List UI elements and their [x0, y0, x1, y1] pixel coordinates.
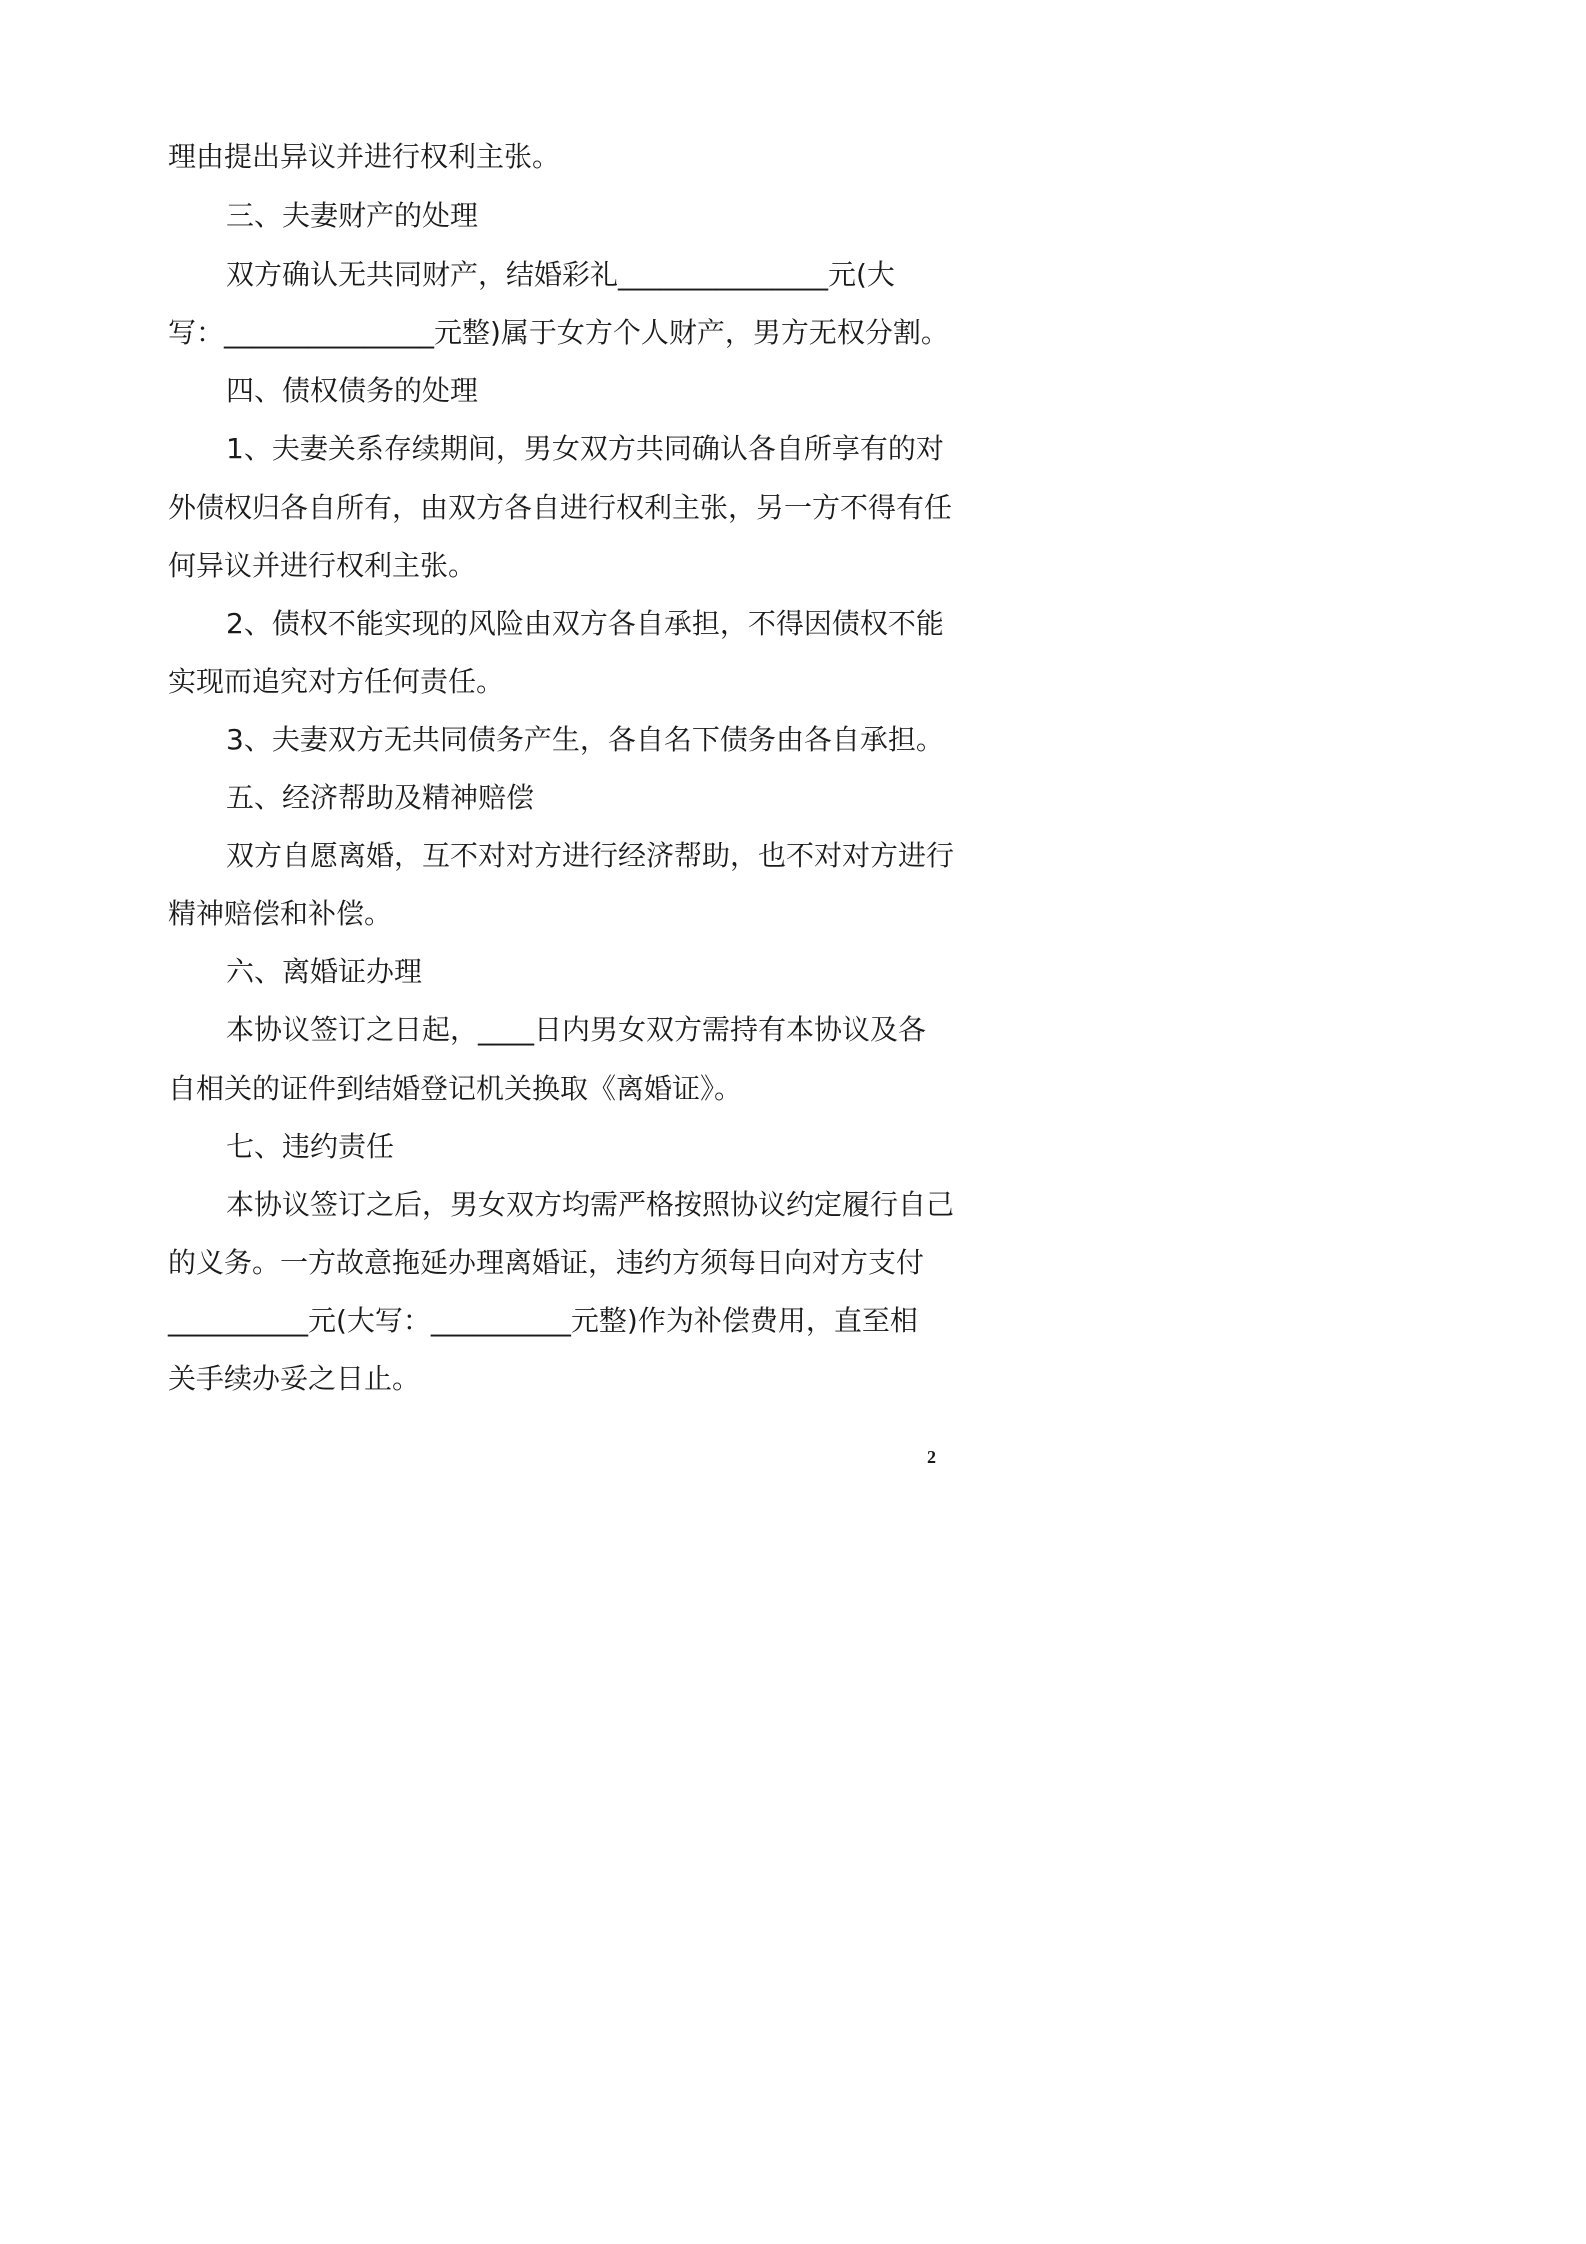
document-page	[0, 0, 1100, 1556]
paragraph-line: 何异议并进行权利主张。	[168, 549, 477, 582]
paragraph-line: 本协议签订之后，男女双方均需严格按照协议约定履行自己	[226, 1188, 955, 1221]
paragraph-line: 外债权归各自所有，由双方各自进行权利主张，另一方不得有任	[168, 491, 953, 524]
paragraph-line: 精神赔偿和补偿。	[168, 897, 393, 930]
paragraph-line: __________元(大写：__________元整)作为补偿费用，直至相	[168, 1304, 918, 1337]
paragraph-line: 实现而追究对方任何责任。	[168, 665, 505, 698]
paragraph-line: 本协议签订之日起，____日内男女双方需持有本协议及各	[226, 1013, 927, 1046]
paragraph-line: 自相关的证件到结婚登记机关换取《离婚证》。	[168, 1072, 743, 1105]
paragraph-line: 双方确认无共同财产，结婚彩礼_______________元(大	[226, 258, 895, 291]
paragraph-line: 2、债权不能实现的风险由双方各自承担，不得因债权不能	[226, 607, 944, 640]
section-heading: 七、违约责任	[226, 1130, 395, 1163]
section-heading: 五、经济帮助及精神赔偿	[226, 781, 535, 814]
paragraph-line: 双方自愿离婚，互不对对方进行经济帮助，也不对对方进行	[226, 839, 955, 872]
paragraph-line: 理由提出异议并进行权利主张。	[168, 140, 561, 173]
paragraph-line: 的义务。一方故意拖延办理离婚证，违约方须每日向对方支付	[168, 1246, 925, 1279]
section-heading: 六、离婚证办理	[226, 955, 423, 988]
page-number: 2	[927, 1447, 936, 1467]
paragraph-line: 1、夫妻关系存续期间，男女双方共同确认各自所享有的对	[226, 432, 944, 465]
paragraph-line: 3、夫妻双方无共同债务产生，各自名下债务由各自承担。	[226, 723, 944, 756]
section-heading: 四、债权债务的处理	[226, 374, 479, 407]
paragraph-line: 写：_______________元整)属于女方个人财产，男方无权分割。	[168, 316, 949, 349]
section-heading: 三、夫妻财产的处理	[226, 199, 479, 232]
paragraph-line: 关手续办妥之日止。	[168, 1362, 421, 1395]
